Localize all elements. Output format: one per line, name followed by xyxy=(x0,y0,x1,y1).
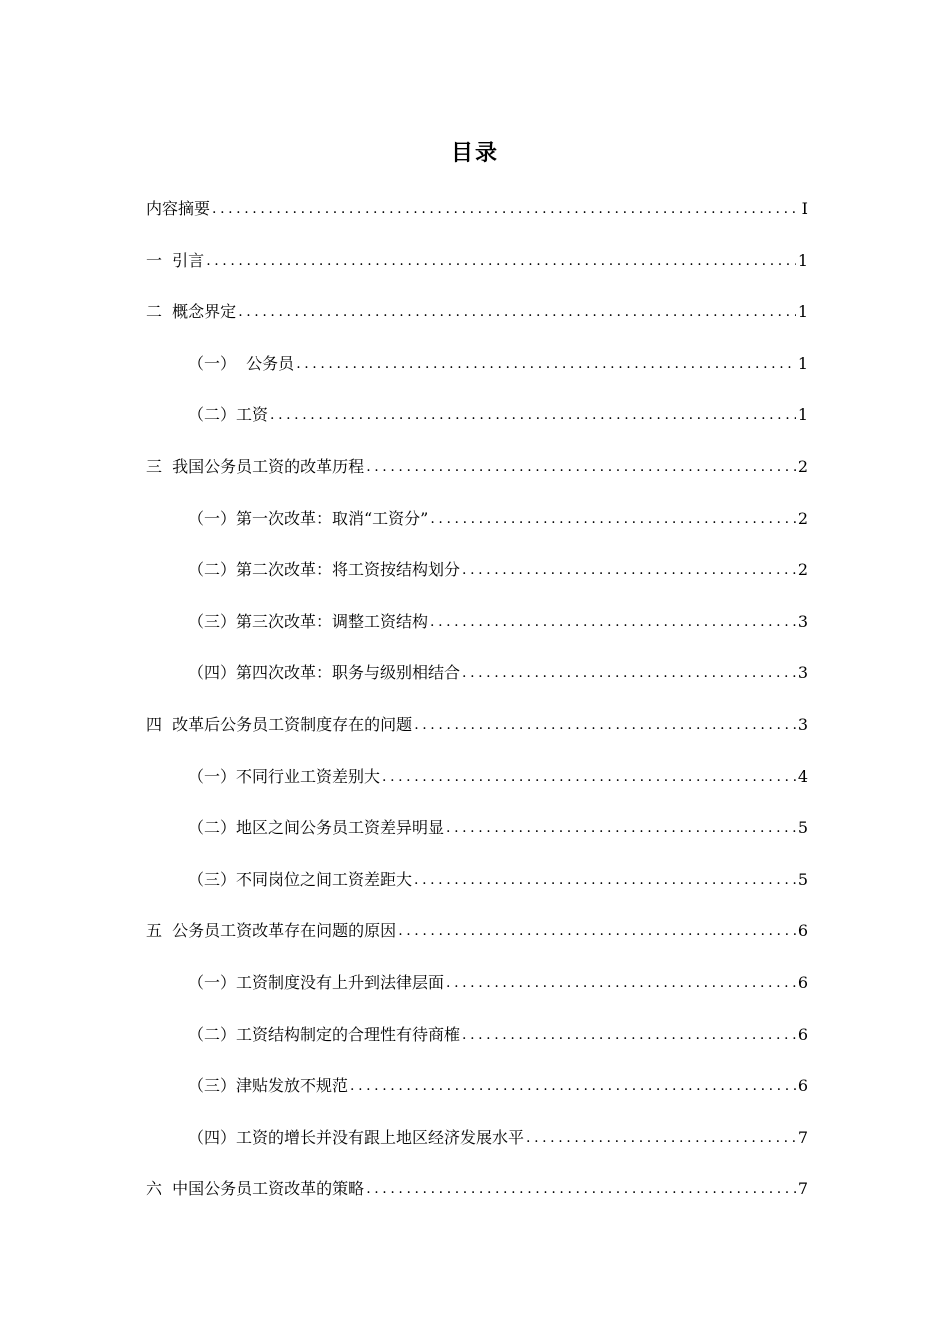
toc-dot-leader xyxy=(462,1022,796,1048)
toc-entry-label: 五 公务员工资改革存在问题的原因 xyxy=(146,921,397,941)
toc-entry-page: 6 xyxy=(797,921,808,941)
toc-dot-leader xyxy=(526,1125,796,1151)
toc-entry[interactable] xyxy=(146,248,808,300)
toc-entry-page: 3 xyxy=(797,611,808,631)
toc-entry[interactable] xyxy=(146,712,808,764)
toc-dot-leader xyxy=(382,764,796,790)
toc-subentry[interactable] xyxy=(146,557,808,609)
toc-entry-page: 1 xyxy=(797,250,808,270)
toc-entry-page: 4 xyxy=(797,766,808,786)
toc-entry-label: 内容摘要 xyxy=(146,199,211,218)
toc-dot-leader xyxy=(366,1176,796,1202)
toc-subentry[interactable] xyxy=(146,867,808,919)
toc-subentry[interactable] xyxy=(146,815,808,867)
toc-dot-leader xyxy=(296,351,796,377)
toc-entry-label: （一）第一次改革：取消“工资分” xyxy=(188,508,429,528)
toc-dot-leader xyxy=(238,299,796,325)
toc-entry-page: 2 xyxy=(797,560,808,580)
toc-dot-leader xyxy=(212,196,797,222)
toc-subentry[interactable] xyxy=(146,402,808,454)
toc-dot-leader xyxy=(446,815,796,841)
toc-entry-page: 6 xyxy=(797,1076,808,1096)
toc-entry[interactable] xyxy=(146,454,808,506)
toc-entry-page: 2 xyxy=(797,456,808,476)
toc-entry-page: 5 xyxy=(797,818,808,838)
toc-dot-leader xyxy=(430,506,795,532)
toc-entry-label: （四）工资的增长并没有跟上地区经济发展水平 xyxy=(188,1127,525,1147)
toc-entry-label: （三）第三次改革：调整工资结构 xyxy=(188,611,429,631)
toc-entry-page: 7 xyxy=(797,1127,808,1147)
toc-subentry[interactable] xyxy=(146,1125,808,1177)
toc-entry-page: I xyxy=(801,199,808,218)
toc-list xyxy=(146,196,808,1228)
toc-entry-label: （三）不同岗位之间工资差距大 xyxy=(188,869,413,889)
toc-entry-page: 1 xyxy=(797,353,808,373)
toc-subentry[interactable] xyxy=(146,1022,808,1074)
toc-title: 目录 xyxy=(450,141,499,166)
toc-dot-leader xyxy=(414,867,796,893)
toc-dot-leader xyxy=(462,557,796,583)
toc-entry-page: 2 xyxy=(797,508,808,528)
toc-entry-page: 1 xyxy=(797,302,808,322)
toc-entry-page: 3 xyxy=(797,714,808,734)
toc-subentry[interactable] xyxy=(146,609,808,661)
toc-entry-label: （三）津贴发放不规范 xyxy=(188,1076,349,1096)
toc-entry[interactable] xyxy=(146,299,808,351)
toc-dot-leader xyxy=(206,248,796,274)
toc-entry-label: （二）工资结构制定的合理性有待商榷 xyxy=(188,1024,461,1044)
toc-entry[interactable] xyxy=(146,196,808,248)
toc-entry-page: 6 xyxy=(797,972,808,992)
toc-dot-leader xyxy=(462,660,796,686)
toc-entry-label: 三 我国公务员工资的改革历程 xyxy=(146,456,365,476)
toc-entry-label: 一 引言 xyxy=(146,250,205,270)
toc-subentry[interactable] xyxy=(146,660,808,712)
toc-entry-label: 四 改革后公务员工资制度存在的问题 xyxy=(146,714,413,734)
toc-subentry[interactable] xyxy=(146,764,808,816)
toc-dot-leader xyxy=(430,609,796,635)
toc-entry-page: 5 xyxy=(797,869,808,889)
toc-entry[interactable] xyxy=(146,918,808,970)
toc-dot-leader xyxy=(366,454,796,480)
toc-dot-leader xyxy=(398,918,796,944)
toc-entry-page: 6 xyxy=(797,1024,808,1044)
toc-subentry[interactable] xyxy=(146,970,808,1022)
toc-dot-leader xyxy=(446,970,796,996)
toc-entry-page: 3 xyxy=(797,663,808,683)
toc-subentry[interactable] xyxy=(146,506,808,558)
toc-entry-label: （二）工资 xyxy=(188,405,269,425)
toc-entry-page: 1 xyxy=(797,405,808,425)
toc-subentry[interactable] xyxy=(146,351,808,403)
toc-entry-label: 六 中国公务员工资改革的策略 xyxy=(146,1179,365,1199)
toc-entry-label: （二）地区之间公务员工资差异明显 xyxy=(188,818,445,838)
toc-dot-leader xyxy=(414,712,796,738)
toc-entry-label: （一）工资制度没有上升到法律层面 xyxy=(188,972,445,992)
toc-subentry[interactable] xyxy=(146,1073,808,1125)
toc-entry-page: 7 xyxy=(797,1179,808,1199)
toc-entry-label: （二）第二次改革：将工资按结构划分 xyxy=(188,560,461,580)
toc-entry[interactable] xyxy=(146,1176,808,1228)
toc-entry-label: （四）第四次改革：职务与级别相结合 xyxy=(188,663,461,683)
toc-entry-label: 二 概念界定 xyxy=(146,302,237,322)
toc-dot-leader xyxy=(350,1073,796,1099)
toc-entry-label: （一） 公务员 xyxy=(188,353,295,373)
toc-entry-label: （一）不同行业工资差别大 xyxy=(188,766,381,786)
toc-dot-leader xyxy=(270,402,796,428)
